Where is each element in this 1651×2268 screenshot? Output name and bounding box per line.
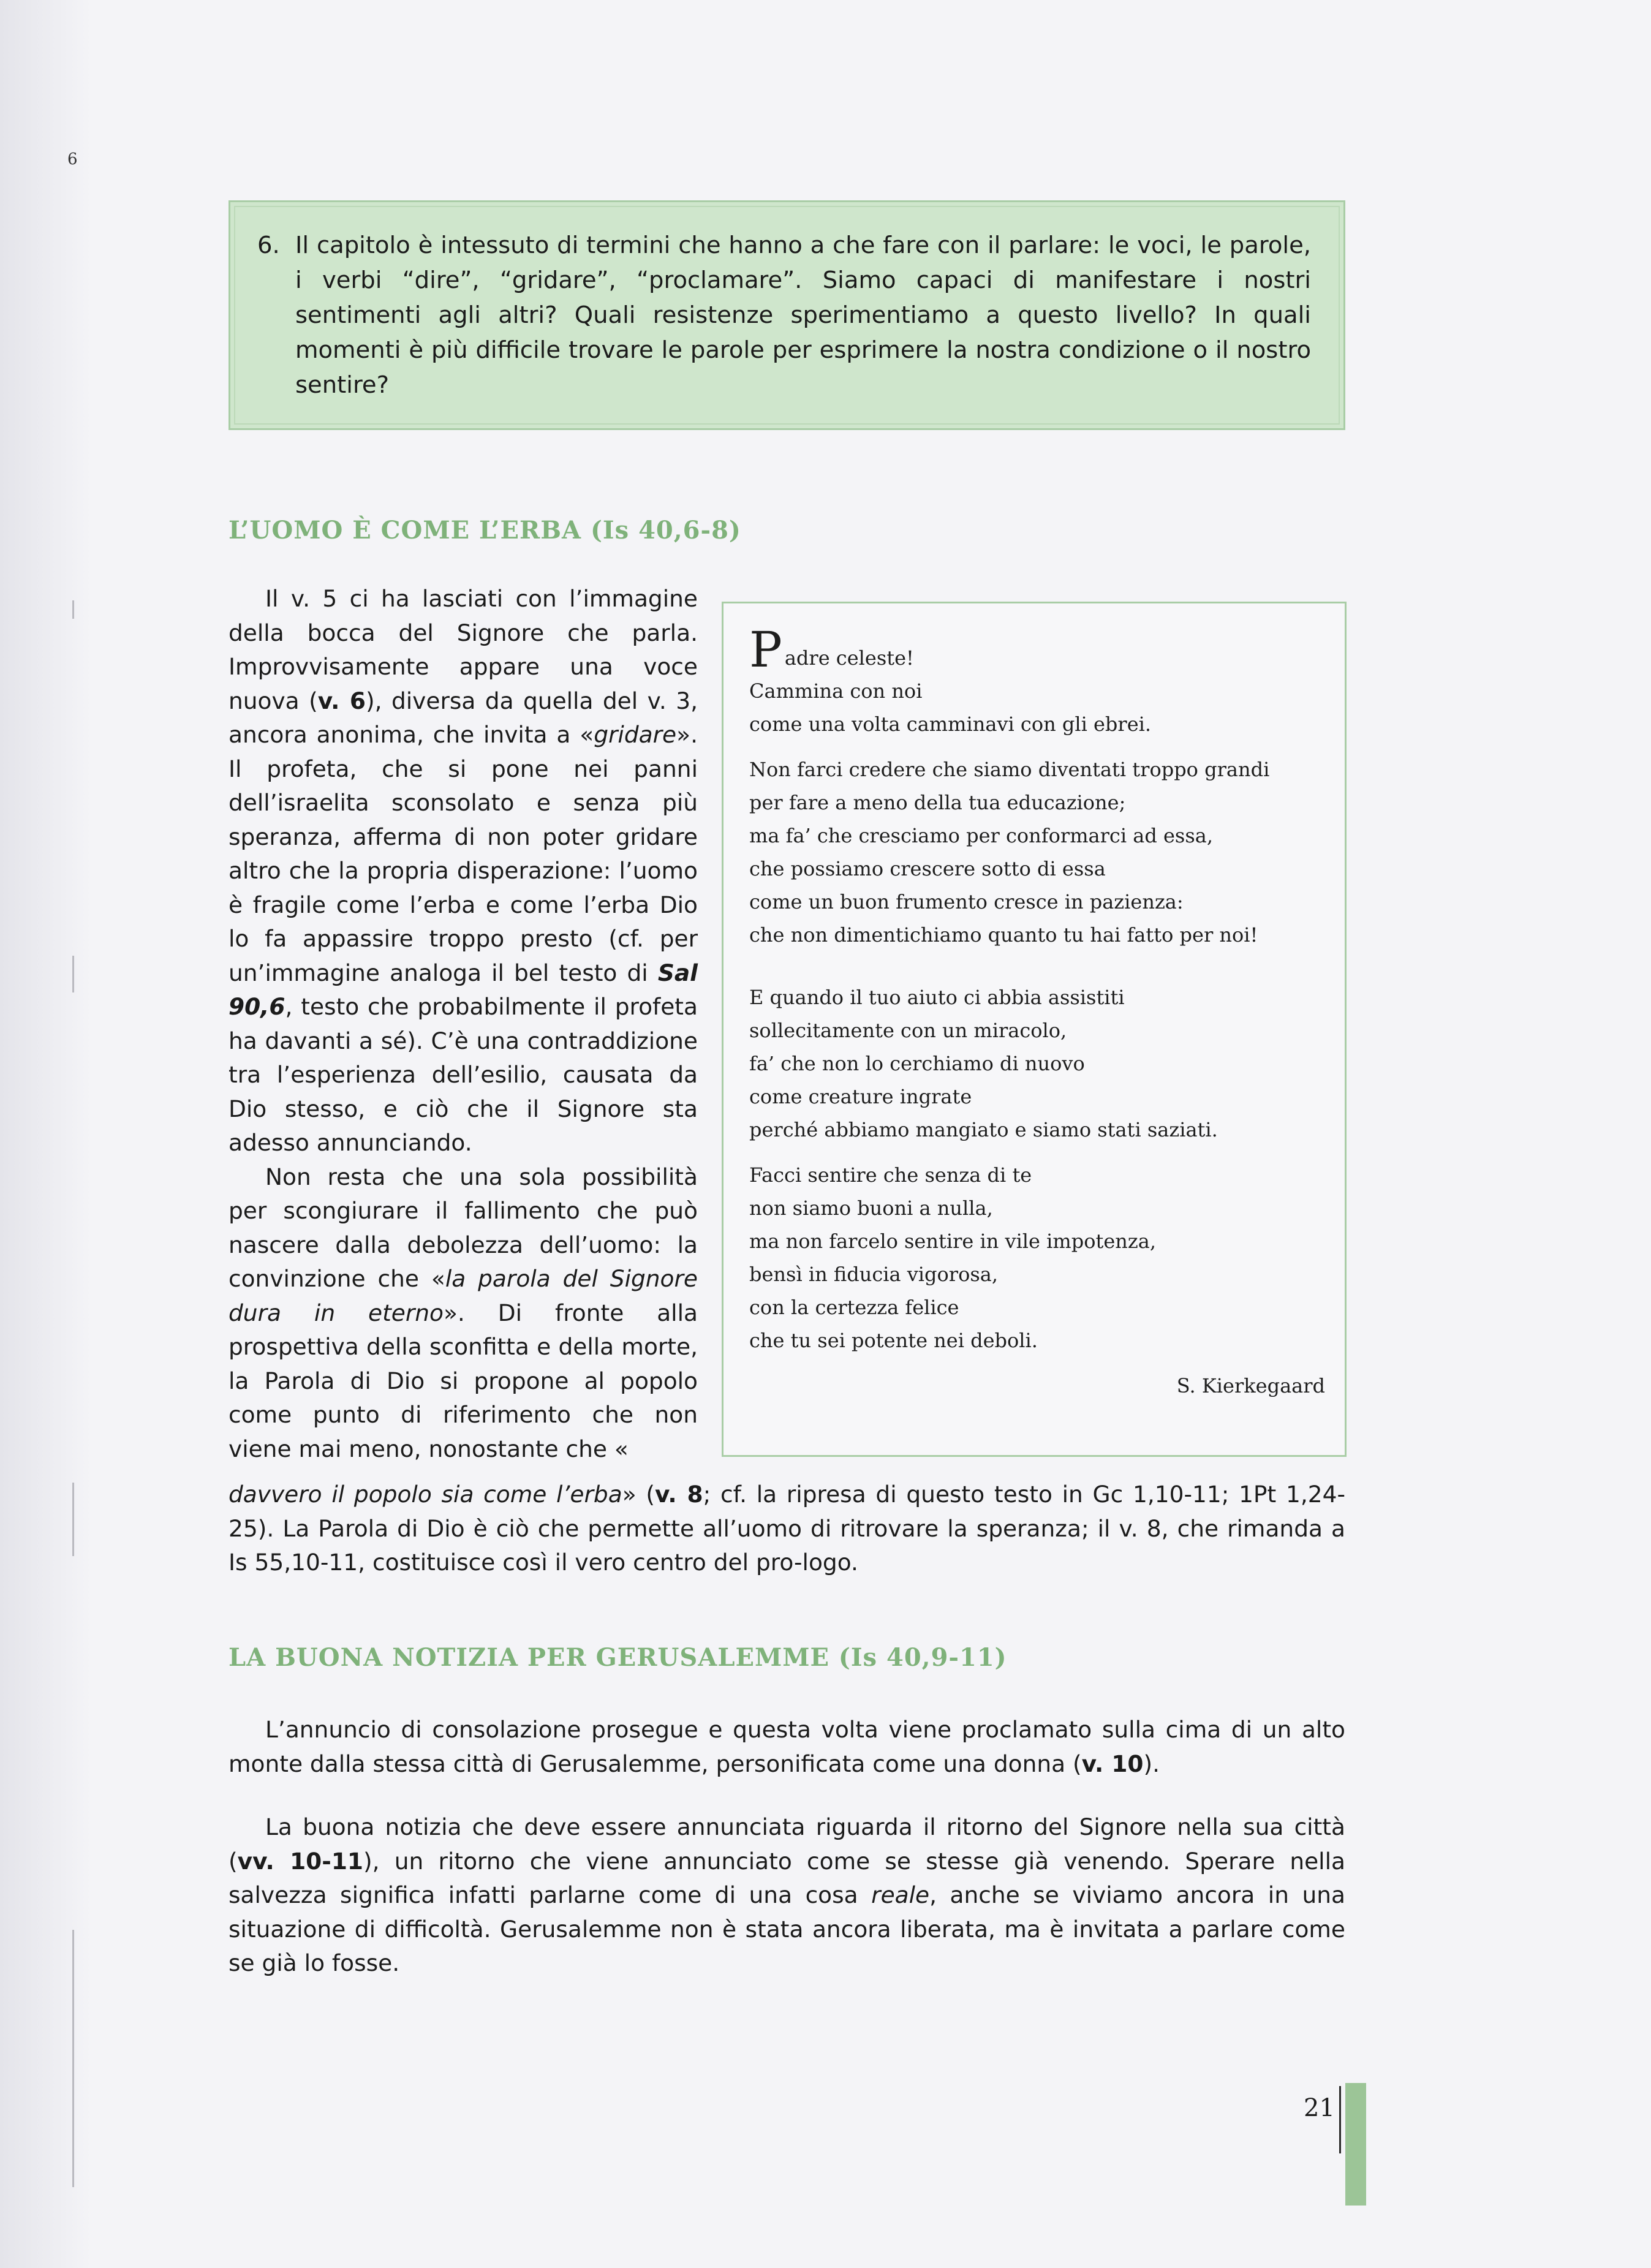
poem-line: che possiamo crescere sotto di essa: [749, 857, 1106, 880]
poem-line: perché abbiamo mangiato e siamo stati saziati.: [749, 1118, 1218, 1141]
poem-stanza-3: [749, 981, 1325, 1146]
poem-line: ma fa’ che cresciamo per conformarci ad essa,: [749, 824, 1213, 847]
question-text-block: [257, 228, 1311, 403]
page-color-tab: [1345, 2083, 1366, 2206]
poem-line: adre celeste!: [784, 646, 914, 670]
poem-stanza-1: [749, 621, 1325, 741]
quote-italic: davvero il popolo sia come l’erba: [229, 1481, 622, 1508]
poem-line: Cammina con noi: [749, 679, 923, 703]
text-span: ». Il profeta, che si pone nei panni dell’israelita sconsolato e senza più speranza, afferma di non poter gridare altro che la propria disperazione: l’uomo è fragile come l’erba e come l’erba Dio lo fa appassire troppo presto (cf. per un’immagine analoga il bel testo di: [229, 721, 698, 986]
poem-line: che tu sei potente nei deboli.: [749, 1329, 1038, 1352]
text-span: ». Di fronte alla prospettiva della sconfitta e della morte, la Parola di Dio si propone al popolo come punto di riferimento che non viene mai meno, nonostante che «: [229, 1299, 698, 1462]
poem-author: S. Kierkegaard: [1176, 1374, 1325, 1397]
text-span: , anche se viviamo ancora in una situazione di difficoltà. Gerusalemme non è stata ancora liberata, ma è invitata a parlare come se già lo fosse.: [229, 1881, 1345, 1976]
section1-paragraph-2-continuation: [229, 1478, 1345, 1580]
emphasis-italic: reale: [871, 1881, 930, 1908]
poem-line: Non farci credere che siamo diventati troppo grandi: [749, 758, 1270, 781]
binding-mark: [72, 1930, 74, 2187]
text-span: ).: [1143, 1750, 1160, 1777]
drop-cap: P: [749, 621, 782, 678]
text-span: ), diversa da quella del v. 3, ancora anonima, che invita a «: [229, 687, 698, 748]
poem-line: con la certezza felice: [749, 1296, 959, 1319]
quote-italic: gridare: [594, 721, 677, 748]
section1-continuation: [229, 1478, 1345, 1580]
text-span: L’annuncio di consolazione prosegue e questa volta viene proclamato sulla cima di un alto monte dalla stessa città di Gerusalemme, personificata come una donna (: [229, 1716, 1345, 1777]
section-title-buona-notizia: LA BUONA NOTIZIA PER GERUSALEMME (Is 40,9-11): [229, 1643, 1007, 1672]
page-number: 21: [1304, 2094, 1335, 2122]
section1-paragraph-2: [229, 1160, 698, 1467]
page-binding-shade: [0, 0, 92, 2268]
text-span: ), un ritorno che viene annunciato come se stesse già venendo. Sperare nella salvezza significa infatti parlarne come di una cosa: [229, 1847, 1346, 1908]
text-span: » (: [622, 1481, 655, 1508]
verse-ref: v. 10: [1081, 1750, 1144, 1777]
text-span: Il v. 5 ci ha lasciati con l’immagine della bocca del Signore che parla. Improvvisamente appare una voce nuova (: [229, 585, 698, 714]
poem-line: sollecitamente con un miracolo,: [749, 1019, 1067, 1042]
poem-line: come un buon frumento cresce in pazienza:: [749, 890, 1184, 913]
psalm-ref: Sal 90,6: [229, 959, 698, 1020]
poem-line: fa’ che non lo cerchiamo di nuovo: [749, 1052, 1085, 1075]
verse-ref: vv. 10-11: [237, 1847, 364, 1875]
section1-left-column: [229, 582, 698, 1466]
poem-line: Facci sentire che senza di te: [749, 1163, 1032, 1187]
prayer-text: [749, 621, 1325, 1402]
poem-stanza-2: [749, 753, 1325, 951]
poem-line: E quando il tuo aiuto ci abbia assistiti: [749, 986, 1125, 1009]
verse-ref: v. 8: [655, 1481, 703, 1508]
poem-line: ma non farcelo sentire in vile impotenza,: [749, 1230, 1156, 1253]
text-span: ; cf. la ripresa di questo testo in Gc 1,10-11; 1Pt 1,24-25). La Parola di Dio è ciò che permette all’uomo di ritrovare la speranza; il v. 8, che rimanda a Is 55,10-11, costituisce così il vero centro del pro-logo.: [229, 1481, 1346, 1576]
section2-paragraph-1: [229, 1713, 1345, 1781]
question-text: Il capitolo è intessuto di termini che hanno a che fare con il parlare: le voci, le parole, i verbi “dire”, “gridare”, “proclamare”. Siamo capaci di manifestare i nostri sentimenti agli altri? Quali resistenze sperimentiamo a questo livello? In quali momenti è più difficile trovare le parole per esprimere la nostra condizione o il nostro sentire?: [295, 232, 1311, 399]
binding-mark: [72, 600, 74, 619]
question-box: [229, 200, 1345, 430]
section-title-uomo-erba: L’UOMO È COME L’ERBA (Is 40,6-8): [229, 516, 741, 545]
section2-paragraph-1-block: [229, 1713, 1345, 1781]
page-number-rule: [1339, 2086, 1341, 2153]
poem-line: come una volta camminavi con gli ebrei.: [749, 713, 1152, 736]
poem-line: che non dimentichiamo quanto tu hai fatto per noi!: [749, 923, 1258, 947]
prayer-box: [722, 602, 1347, 1457]
verse-ref: v. 6: [317, 687, 366, 714]
corner-number: 6: [67, 150, 78, 168]
binding-mark: [72, 956, 74, 992]
text-span: Non resta che una sola possibilità per scongiurare il fallimento che può nascere dalla debolezza dell’uomo: la convinzione che «: [229, 1163, 698, 1292]
quote-italic: la parola del Signore dura in eterno: [229, 1265, 698, 1326]
poem-line: non siamo buoni a nulla,: [749, 1196, 993, 1220]
question-number: 6.: [257, 232, 280, 259]
poem-line: bensì in fiducia vigorosa,: [749, 1263, 999, 1286]
section2-paragraph-2-block: [229, 1810, 1345, 1981]
text-span: , testo che probabilmente il profeta ha davanti a sé). C’è una contraddizione tra l’esperienza dell’esilio, causata da Dio stesso, e ciò che il Signore sta adesso annunciando.: [229, 993, 698, 1156]
poem-line: come creature ingrate: [749, 1085, 972, 1108]
text-span: La buona notizia che deve essere annunciata riguarda il ritorno del Signore nella sua città (: [229, 1813, 1345, 1875]
section2-paragraph-2: [229, 1810, 1345, 1981]
binding-mark: [72, 1483, 74, 1556]
poem-stanza-4: [749, 1159, 1325, 1357]
section1-paragraph-1: [229, 582, 698, 1160]
poem-line: per fare a meno della tua educazione;: [749, 791, 1126, 814]
